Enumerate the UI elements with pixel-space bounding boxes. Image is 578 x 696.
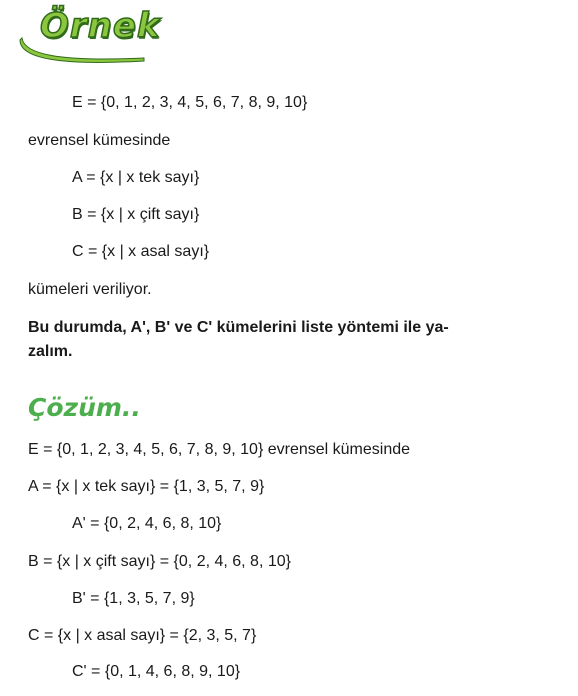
ornek-logo xyxy=(18,6,161,62)
problem-set-a: A = {x | x tek sayı} xyxy=(72,169,200,186)
question-line-2: zalım. xyxy=(28,343,73,360)
solution-complement-a: A' = {0, 2, 4, 6, 8, 10} xyxy=(72,515,222,532)
solution-set-c: C = {x | x asal sayı} = {2, 3, 5, 7} xyxy=(28,627,257,644)
problem-set-b: B = {x | x çift sayı} xyxy=(72,206,200,223)
problem-set-c: C = {x | x asal sayı} xyxy=(72,243,210,260)
solution-title: Çözüm.. xyxy=(28,393,141,422)
solution-complement-c: C' = {0, 1, 4, 6, 8, 9, 10} xyxy=(72,663,241,680)
solution-set-a: A = {x | x tek sayı} = {1, 3, 5, 7, 9} xyxy=(28,478,265,495)
solution-universal-set: E = {0, 1, 2, 3, 4, 5, 6, 7, 8, 9, 10} evrensel kümesinde xyxy=(28,441,411,458)
question-line-1: Bu durumda, A', B' ve C' kümelerini liste yöntemi ile ya- xyxy=(28,319,449,336)
problem-universal-set: E = {0, 1, 2, 3, 4, 5, 6, 7, 8, 9, 10} xyxy=(72,94,308,111)
logo-text: Örnek xyxy=(40,6,161,46)
problem-given: kümeleri veriliyor. xyxy=(28,281,152,298)
problem-intro: evrensel kümesinde xyxy=(28,132,171,149)
solution-complement-b: B' = {1, 3, 5, 7, 9} xyxy=(72,590,195,607)
solution-set-b: B = {x | x çift sayı} = {0, 2, 4, 6, 8, 10} xyxy=(28,553,291,570)
